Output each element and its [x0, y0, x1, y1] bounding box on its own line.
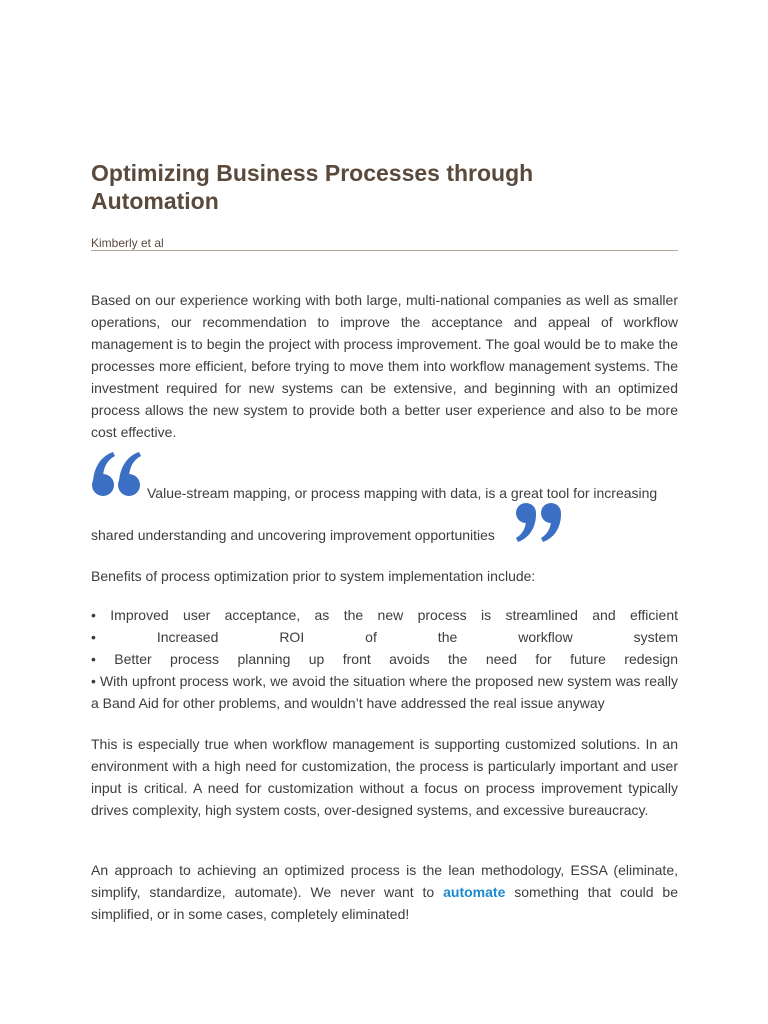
- essa-text-after: something that could be simplified, or in some cases, completely eliminated!: [91, 884, 678, 922]
- customization-paragraph: This is especially true when workflow management is supporting customized solutions. In an environment with a high need for customization, the process is particularly important and user input is critical. A need for customization without a focus on process improvement typically drives complexity, high system costs, over-designed systems, and excessive bureaucracy.: [91, 736, 678, 818]
- article-title: Optimizing Business Processes through Automation: [91, 160, 534, 214]
- list-item: • With upfront process work, we avoid the situation where the proposed new system was really a Band Aid for other problems, and wouldn’t have addressed the real issue anyway: [91, 673, 678, 711]
- close-quote-icon: [513, 500, 565, 544]
- author-byline: Kimberly et al: [91, 236, 164, 250]
- essa-text-before: An approach to achieving an optimized process is the lean methodology, ESSA (eliminate, simplify, standardize, automate). We never want to: [91, 862, 678, 900]
- essa-paragraph: [91, 859, 678, 925]
- list-item: • Increased ROI of the workflow system: [91, 629, 678, 645]
- benefits-intro: Benefits of process optimization prior to system implementation include:: [91, 568, 536, 584]
- list-item: • Better process planning up front avoids the need for future redesign: [91, 651, 678, 667]
- quote-text-line1: Value-stream mapping, or process mapping with data, is a great tool for increasing: [147, 485, 658, 501]
- open-quote-icon: [91, 448, 143, 498]
- title-divider: [91, 250, 678, 251]
- list-item: • Improved user acceptance, as the new process is streamlined and efficient: [91, 607, 678, 623]
- quote-text-line2: shared understanding and uncovering improvement opportunities: [91, 527, 495, 543]
- benefits-list: [91, 604, 678, 714]
- automate-link[interactable]: automate: [443, 884, 506, 900]
- intro-paragraph: Based on our experience working with both large, multi-national companies as well as smaller operations, our recommendation to improve the acceptance and appeal of workflow management is to begin the project with process improvement. The goal would be to make the processes more efficient, before trying to move them into workflow management systems. The investment required for new systems can be extensive, and beginning with an optimized process allows the new system to provide both a better user experience and also to be more cost effective.: [91, 292, 678, 440]
